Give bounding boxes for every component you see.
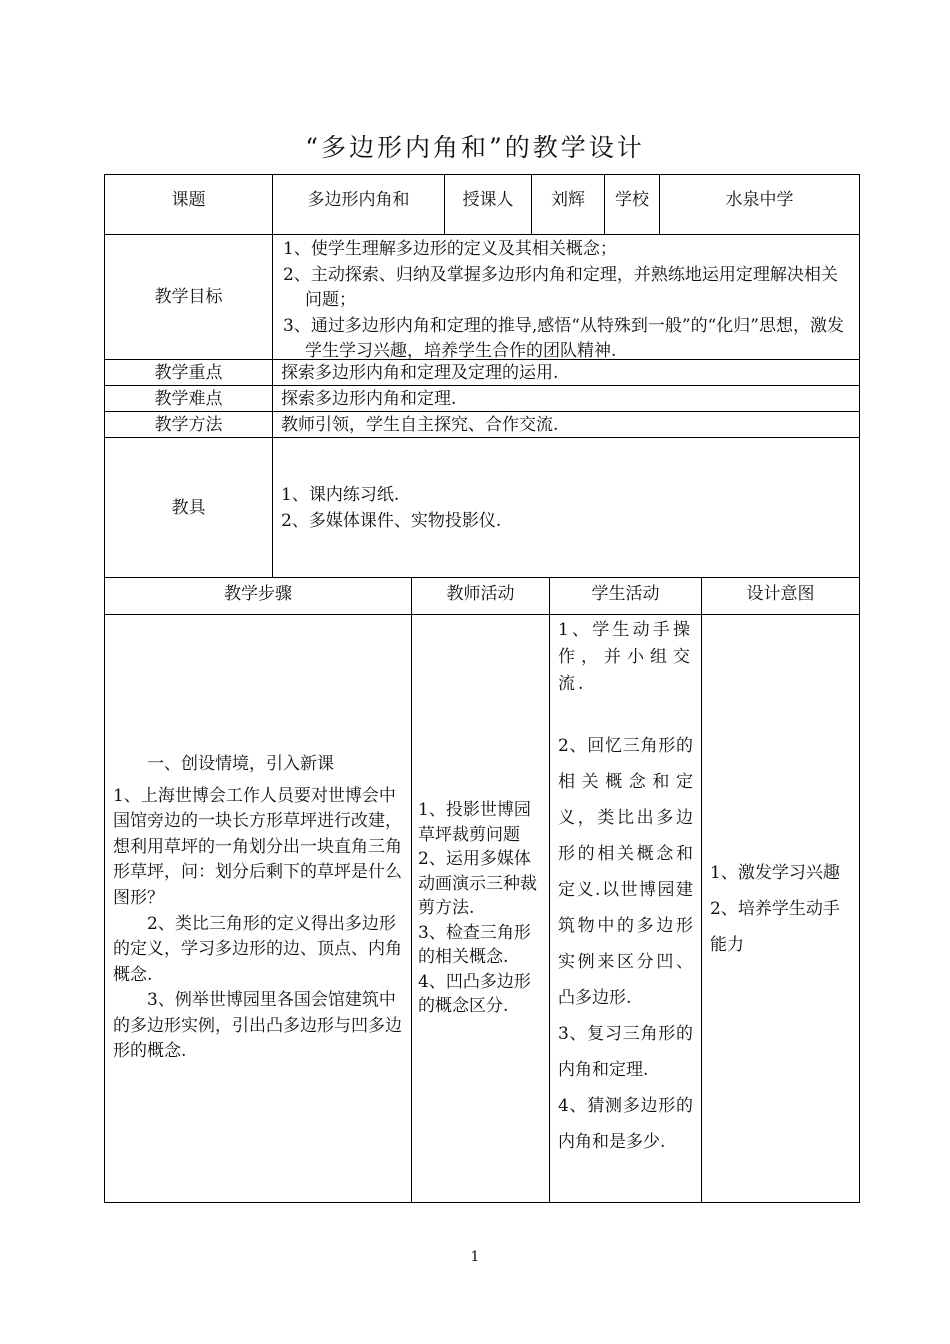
steps-paragraph: 1、上海世博会工作人员要对世博会中国馆旁边的一块长方形草坪进行改建，想利用草坪的一角划分出一块直角三角形草坪，问：划分后剩下的草坪是什么图形？ (113, 785, 402, 908)
teacher-activity-item: 4、凹凸多边形的概念区分. (418, 971, 531, 1017)
goals-cell (272, 234, 860, 360)
design-intent-item: 2、培养学生动手能力 (710, 898, 840, 955)
goals-label: 教学目标 (154, 287, 223, 307)
method-label-cell (104, 411, 273, 438)
steps-content-cell (104, 614, 412, 1203)
teacher-value: 刘辉 (551, 190, 585, 210)
method-cell (272, 411, 860, 438)
key-point-cell (272, 359, 860, 386)
difficulty-value: 探索多边形内角和定理. (281, 389, 457, 409)
school-label: 学校 (615, 190, 649, 210)
topic-label: 课题 (171, 190, 206, 210)
goals-label-cell (104, 234, 273, 360)
tools-label: 教具 (171, 497, 206, 518)
difficulty-label: 教学难点 (154, 388, 223, 409)
key-point-label-cell (104, 359, 273, 386)
tool-item: 2、多媒体课件、实物投影仪. (281, 510, 502, 531)
school-value-cell (659, 174, 860, 235)
steps-header: 教学步骤 (224, 584, 292, 604)
student-activity-item: 1、学生动手操作，并小组交流. (558, 620, 693, 694)
design-intent-cell (701, 614, 860, 1203)
page-number: 1 (470, 1249, 480, 1265)
student-activity-header: 学生活动 (591, 584, 660, 604)
design-intent-header-cell (701, 577, 860, 615)
topic-label-cell (104, 174, 273, 235)
teacher-activity-item: 3、检查三角形的相关概念. (418, 922, 531, 968)
teacher-label: 授课人 (462, 190, 514, 210)
method-label: 教学方法 (154, 414, 223, 435)
student-activity-item: 3、复习三角形的内角和定理. (558, 1024, 693, 1080)
key-point-value: 探索多边形内角和定理及定理的运用. (281, 363, 559, 383)
tools-label-cell (104, 437, 273, 578)
teacher-activity-header: 教师活动 (446, 584, 515, 604)
page-title: “多边形内角和”的教学设计 (305, 133, 645, 162)
topic-value-cell (272, 174, 445, 235)
difficulty-label-cell (104, 385, 273, 412)
goal-item: 2、主动探索、归纳及掌握多边形内角和定理，并熟练地运用定理解决相关问题； (283, 264, 838, 310)
teacher-activity-item: 1、投影世博园草坪裁剪问题 (418, 800, 531, 845)
school-label-cell (604, 174, 660, 235)
student-activity-item: 2、回忆三角形的相关概念和定义，类比出多边形的相关概念和定义.以世博园建筑物中的多边形实例来区分凹、凸多边形. (558, 736, 693, 1008)
design-intent-item: 1、激发学习兴趣 (710, 862, 840, 883)
steps-heading: 一、创设情境，引入新课 (147, 753, 334, 774)
tools-cell (272, 437, 860, 578)
student-activity-item: 4、猜测多边形的内角和是多少. (558, 1096, 693, 1152)
teacher-value-cell (531, 174, 605, 235)
topic-value: 多边形内角和 (307, 190, 410, 210)
student-activity-cell (549, 614, 702, 1203)
difficulty-cell (272, 385, 860, 412)
teacher-activity-header-cell (411, 577, 550, 615)
teacher-activity-item: 2、运用多媒体动画演示三种裁剪方法. (418, 849, 537, 919)
goal-item: 3、通过多边形内角和定理的推导,感悟“从特殊到一般”的“化归”思想，激发学生学习兴趣，培养学生合作的团队精神. (283, 315, 844, 361)
steps-paragraph: 3、例举世博园里各国会馆建筑中的多边形实例，引出凸多边形与凹多边形的概念. (113, 990, 402, 1062)
teacher-activity-cell (411, 614, 550, 1203)
student-activity-header-cell (549, 577, 702, 615)
school-value: 水泉中学 (725, 190, 794, 210)
steps-paragraph: 2、类比三角形的定义得出多边形的定义，学习多边形的边、顶点、内角概念. (113, 913, 402, 985)
goal-item: 1、使学生理解多边形的定义及其相关概念； (283, 239, 617, 259)
teacher-label-cell (444, 174, 532, 235)
key-point-label: 教学重点 (154, 362, 223, 383)
steps-header-cell (104, 577, 412, 615)
method-value: 教师引领，学生自主探究、合作交流. (281, 415, 559, 435)
design-intent-header: 设计意图 (746, 584, 815, 604)
tool-item: 1、课内练习纸. (281, 484, 400, 505)
